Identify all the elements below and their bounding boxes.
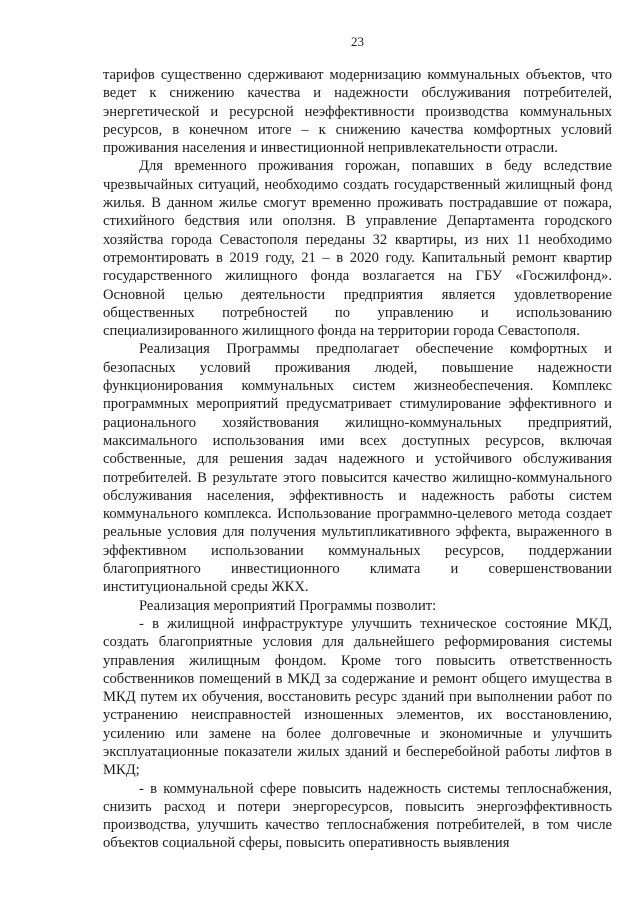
paragraph-communal-sphere: - в коммунальной сфере повысить надежность системы теплоснабжения, снизить расход и потери энергоресурсов, повысить энергоэффективность производства, улучшить качество теплоснабжения потребителей, в том числе объектов социальной сферы, повысить оперативность выявления — [103, 780, 612, 852]
paragraph-measures-intro: Реализация мероприятий Программы позволит: — [139, 597, 437, 614]
paragraph-tariffs: тарифов существенно сдерживают модернизацию коммунальных объектов, что ведет к снижению качества и надежности обслуживания потребителей, энергетической и ресурсной неэффективности производства коммунальных ресурсов, в конечном итоге – к снижению качества комфортных условий проживания населения и инвестиционной непривлекательности отрасли. — [103, 67, 612, 157]
paragraph-temporary-housing: Для временного проживания горожан, попавших в беду вследствие чрезвычайных ситуаций, необходимо создать государственный жилищный фонд жилья. В данном жилье смогут временно проживать пострадавшие от пожара, стихийного бедствия или оползня. В управление Департамента городского хозяйства города Севастополя переданы 32 квартиры, из них 11 необходимо отремонтировать в 2019 году, 21 – в 2020 году. Капитальный ремонт квартир государственного жилищного фонда возлагается на ГБУ «Госжилфонд». Основной целью деятельности предприятия является удовлетворение общественных потребностей по управлению и использованию специализированного жилищного фонда на территории города Севастополя. — [103, 158, 612, 340]
paragraph-program-implementation: Реализация Программы предполагает обеспечение комфортных и безопасных условий проживания людей, повышение надежности функционирования коммунальных систем жизнеобеспечения. Комплекс программных мероприятий предусматривает стимулирование эффективного и рационального хозяйствования жилищно-коммунальных предприятий, максимального использования ими всех доступных ресурсов, включая собственные, для решения задач надежного и устойчивого обслуживания потребителей. В результате этого повысится качество жилищно-коммунального обслуживания населения, эффективность и надежность работы систем коммунального комплекса. Использование программно-целевого метода создает реальные условия для получения мультипликативного эффекта, выраженного в эффективном использовании коммунальных ресурсов, поддержании благоприятного инвестиционного климата и совершенствовании институциональной среды ЖКХ. — [103, 341, 612, 596]
paragraph-housing-infrastructure: - в жилищной инфраструктуре улучшить техническое состояние МКД, создать благоприятные условия для дальнейшего реформирования системы управления жилищным фондом. Кроме того повысить ответственность собственников помещений в МКД за содержание и ремонт общего имущества в МКД путем их обучения, восстановить ресурс зданий при выполнении работ по устранению неисправностей изношенных элементов, их восстановлению, усилению или замене на более долговечные и экономичные и улучшить эксплуатационные показатели жилых зданий и бесперебойной работы лифтов в МКД; — [103, 615, 612, 779]
page-number: 23 — [351, 34, 364, 49]
